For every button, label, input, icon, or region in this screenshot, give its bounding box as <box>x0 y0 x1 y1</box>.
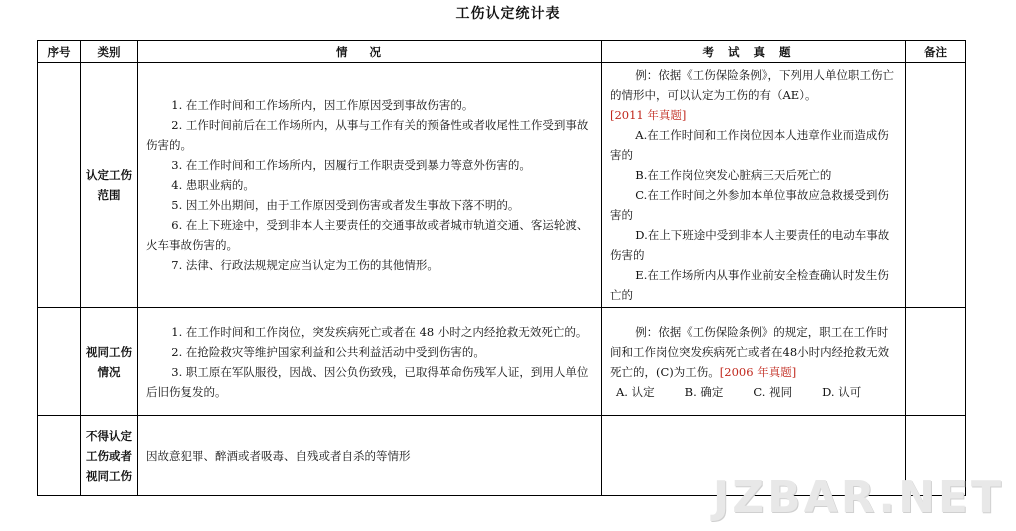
condition-line: 因故意犯罪、醉酒或者吸毒、自残或者自杀的等情形 <box>146 448 411 463</box>
table-row <box>38 308 966 416</box>
header-remarks: 备注 <box>906 41 966 63</box>
table-row <box>38 63 966 308</box>
condition-line: 伤害的。 <box>146 138 192 152</box>
exam-cell <box>602 63 906 308</box>
condition-cell <box>138 416 602 496</box>
header-condition <box>138 41 602 63</box>
exam-option: D.在上下班途中受到非本人主要责任的电动车事故伤害的 <box>610 228 890 262</box>
watermark-logo: JZBAR.NET <box>712 472 1004 523</box>
exam-cell <box>602 308 906 416</box>
seq-cell <box>38 63 81 308</box>
category-cell: 认定工伤范围 <box>81 63 138 308</box>
header-category: 类别 <box>81 41 138 63</box>
condition-line: 1. 在工作时间和工作场所内，因工作原因受到事故伤害的。 <box>171 98 474 112</box>
category-cell: 不得认定工伤或者视同工伤 <box>81 416 138 496</box>
condition-line: 7. 法律、行政法规规定应当认定为工伤的其他情形。 <box>171 258 439 272</box>
header-exam-label: 考试真题 <box>702 44 805 59</box>
condition-line: 1. 在工作时间和工作岗位，突发疾病死亡或者在 48 小时之内经抢救无效死亡的。 <box>171 324 588 339</box>
remarks-cell <box>906 308 966 416</box>
exam-option: B. 确定 <box>684 384 724 399</box>
condition-line: 火车事故伤害的。 <box>146 238 238 252</box>
exam-option: C.在工作时间之外参加本单位事故应急救援受到伤害的 <box>610 188 889 222</box>
remarks-cell <box>906 63 966 308</box>
header-exam <box>602 41 906 63</box>
exam-question <box>610 322 899 382</box>
condition-line: 2. 工作时间前后在工作场所内，从事与工作有关的预备性或者收尾性工作受到事故 <box>171 118 589 132</box>
exam-option: B.在工作岗位突发心脏病三天后死亡的 <box>635 168 832 182</box>
exam-question-text: 例：依据《工伤保险条例》的规定，职工在工作时间和工作岗位突发疾病死亡或者在48小时内经抢救无效死亡的，(C)为工伤。 <box>610 324 890 379</box>
exam-question: 例：依据《工伤保险条例》，下列用人单位职工伤亡的情形中，可以认定为工伤的有（AE）。 <box>610 68 895 102</box>
condition-cell <box>138 63 602 308</box>
seq-cell <box>38 416 81 496</box>
table-header-row <box>38 41 966 63</box>
exam-option: E.在工作场所内从事作业前安全检查确认时发生伤亡的 <box>610 268 889 302</box>
remarks-cell <box>906 416 966 496</box>
condition-line: 4. 患职业病的。 <box>171 178 255 192</box>
condition-line: 6. 在上下班途中，受到非本人主要责任的交通事故或者城市轨道交通、客运轮渡、 <box>171 218 589 232</box>
exam-option: C. 视同 <box>753 384 793 399</box>
condition-line: 5. 因工外出期间，由于工作原因受到伤害或者发生事故下落不明的。 <box>171 198 520 212</box>
header-condition-label: 情况 <box>336 44 403 59</box>
condition-cell <box>138 308 602 416</box>
statistics-table <box>37 40 966 496</box>
page-title: 工伤认定统计表 <box>455 6 561 22</box>
exam-cell <box>602 416 906 496</box>
exam-option: A. 认定 <box>616 384 655 399</box>
category-cell: 视同工伤情况 <box>81 308 138 416</box>
exam-options <box>610 382 899 402</box>
exam-year-tag: [2011 年真题] <box>610 108 687 122</box>
exam-year-tag: [2006 年真题] <box>719 364 797 379</box>
condition-line: 3. 职工原在军队服役，因战、因公负伤致残，已取得革命伤残军人证，到用人单位后旧伤复发的。 <box>146 364 589 399</box>
condition-line: 2. 在抢险救灾等维护国家利益和公共利益活动中受到伤害的。 <box>171 344 485 359</box>
table-row <box>38 416 966 496</box>
condition-line: 3. 在工作时间和工作场所内，因履行工作职责受到暴力等意外伤害的。 <box>171 158 531 172</box>
seq-cell <box>38 308 81 416</box>
exam-option: D. 认可 <box>822 384 862 399</box>
header-seq: 序号 <box>38 41 81 63</box>
exam-option: A.在工作时间和工作岗位因本人违章作业而造成伤害的 <box>610 128 889 162</box>
